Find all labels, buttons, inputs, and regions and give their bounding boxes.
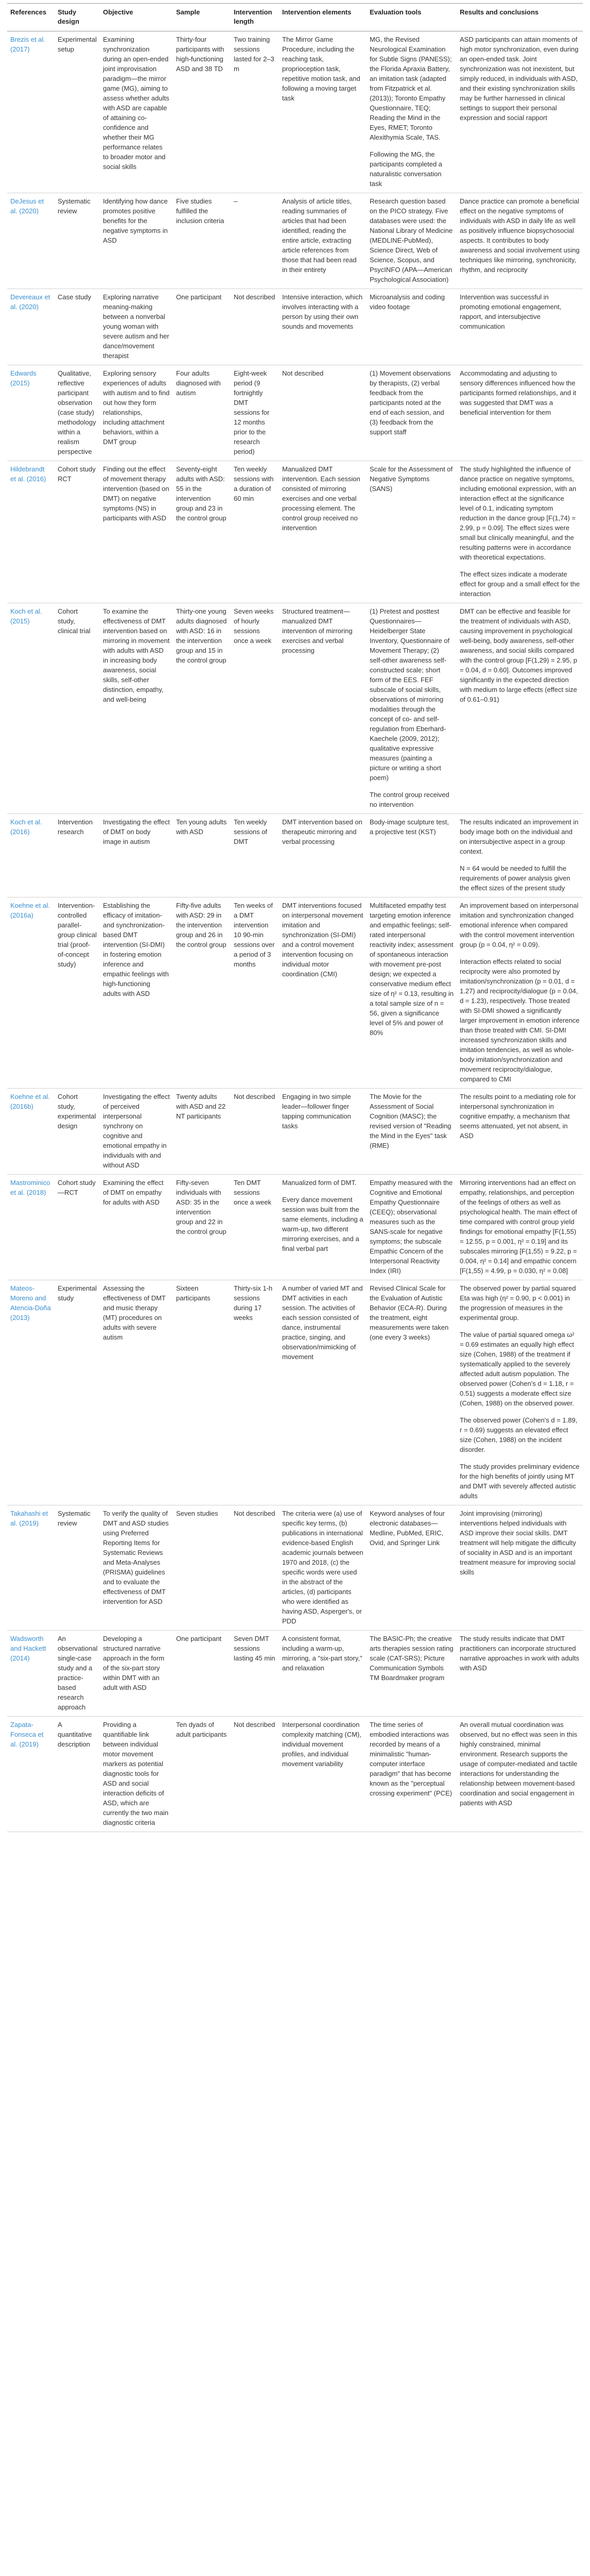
- cell-results-and-conclusions: [457, 193, 583, 289]
- cell-paragraph: The study results indicate that DMT practitioners can incorporate structured narrative approaches in work with adults with ASD: [460, 1635, 579, 1672]
- cell-paragraph: Providing a quantifiable link between individual motor movement markers as potential diagnostic tools for ASD and social interaction deficits of ASD, which are currently the two main diagnostic criteria: [103, 1721, 169, 1826]
- cell-paragraph: The observed power by partial squared Eta was high (η² = 0.90, p < 0.001) in the progression of measures in the experimental group.: [460, 1284, 576, 1321]
- cell-paragraph: Thirty-six 1-h sessions during 17 weeks: [234, 1284, 273, 1321]
- cell-paragraph: Intervention-controlled parallel-group clinical trial (proof-of-concept study): [58, 902, 97, 968]
- cell-paragraph: Cohort study, clinical trial: [58, 607, 91, 635]
- cell-intervention-length: [231, 1280, 279, 1505]
- cell-objective: [100, 365, 173, 461]
- cell-paragraph: Seventy-eight adults with ASD: 55 in the intervention group and 23 in the control group: [176, 465, 227, 522]
- cell-sample: [173, 31, 231, 193]
- table-row: [7, 1717, 583, 1832]
- cell-results-and-conclusions: [457, 289, 583, 365]
- cell-intervention-length: [231, 31, 279, 193]
- cell-intervention-elements: [279, 31, 367, 193]
- table-row: [7, 1280, 583, 1505]
- reference-link[interactable]: Hildebrandt et al. (2016): [10, 465, 46, 483]
- cell-study-design: [55, 1505, 100, 1631]
- reference-link[interactable]: Devereaux et al. (2020): [10, 293, 50, 311]
- cell-paragraph: DMT can be effective and feasible for the treatment of individuals with ASD, causing improvement in psychological well-being, body awareness, self-other awareness, and social skills compared with the control group [F(1,29) = 2.95, p = 0.04, d = 0.60]. Outcomes improved significantly in the expected direction with medium to large effects (effect size of 0.61–0.91): [460, 607, 577, 703]
- cell-evaluation-tools: [367, 1280, 457, 1505]
- cell-results-and-conclusions: [457, 1175, 583, 1280]
- cell-evaluation-tools: [367, 365, 457, 461]
- cell-paragraph: Revised Clinical Scale for the Evaluation of Autistic Behavior (ECA-R). During the treatment, eight measurements were taken (one every 3 weeks): [370, 1284, 449, 1341]
- cell-paragraph: DMT interventions focused on interpersonal movement imitation and synchronization (SI-DMI) and a control movement intervention focusing on individual motor coordination (CMI): [282, 902, 363, 978]
- cell-paragraph: Investigating the effect of perceived interpersonal synchrony on cognitive and emotional empathy in individuals with and without ASD: [103, 1093, 170, 1169]
- cell-study-design: [55, 365, 100, 461]
- header-evaluation-tools: Evaluation tools: [367, 4, 457, 31]
- table-row: [7, 814, 583, 897]
- reference-link[interactable]: Edwards (2015): [10, 369, 37, 387]
- cell-paragraph: N = 64 would be needed to fulfill the requirements of power analysis given the effect sizes of the present study: [460, 865, 570, 892]
- cell-evaluation-tools: [367, 603, 457, 814]
- cell-paragraph: Cohort study RCT: [58, 465, 96, 483]
- reference-link[interactable]: Mateos-Moreno and Atencia-Doña (2013): [10, 1284, 51, 1321]
- cell-paragraph: Intervention research: [58, 818, 93, 836]
- cell-paragraph: Scale for the Assessment of Negative Symptoms (SANS): [370, 465, 453, 493]
- header-objective: Objective: [100, 4, 173, 31]
- cell-evaluation-tools: [367, 1089, 457, 1175]
- cell-sample: [173, 1280, 231, 1505]
- cell-results-and-conclusions: [457, 1631, 583, 1717]
- cell-intervention-length: [231, 1631, 279, 1717]
- cell-intervention-elements: [279, 814, 367, 897]
- cell-paragraph: Exploring sensory experiences of adults with autism and to find out how they form relationships, including attachment behaviors, within a DMT group: [103, 369, 170, 446]
- cell-paragraph: Investigating the effect of DMT on body image in autism: [103, 818, 170, 845]
- cell-study-design: [55, 1175, 100, 1280]
- table-row: [7, 1089, 583, 1175]
- header-study-design: Study design: [55, 4, 100, 31]
- cell-paragraph: Research question based on the PICO strategy. Five databases were used: the National Library of Medicine (MEDLINE-PubMed), Science Direct, Web of Science, Scopus, and PsycINFO (APA—American Psychological Association): [370, 197, 453, 283]
- cell-paragraph: (1) Movement observations by therapists, (2) verbal feedback from the participants noted at the end of each session, and (3) feedback from the support staff: [370, 369, 451, 436]
- reference-link[interactable]: Koch et al. (2016): [10, 818, 42, 836]
- cell-intervention-elements: [279, 365, 367, 461]
- cell-paragraph: Ten DMT sessions once a week: [234, 1179, 271, 1206]
- cell-reference: [7, 814, 55, 897]
- cell-evaluation-tools: [367, 461, 457, 603]
- cell-objective: [100, 289, 173, 365]
- cell-intervention-elements: [279, 289, 367, 365]
- cell-paragraph: The study highlighted the influence of dance practice on negative symptoms, including emotional expression, with an interaction effect at the significance level of 0.1, indicating symptom reduction in the dance group [F(1,74) = 2.99, p = 0.09]. The effect sizes were small but clinically meaningful, and the resulting patterns were in accordance with theoretical expectations.: [460, 465, 577, 561]
- cell-sample: [173, 603, 231, 814]
- cell-paragraph: Manualized form of DMT.: [282, 1179, 357, 1187]
- cell-paragraph: Dance practice can promote a beneficial effect on the negative symptoms of individuals with ASD in daily life as well as positively influence biopsychosocial aspects. It contributes to body awareness and social involvement using techniques like mirroring, synchronicity, rhythm, and reciprocity: [460, 197, 580, 274]
- cell-objective: [100, 1175, 173, 1280]
- cell-objective: [100, 1089, 173, 1175]
- cell-reference: [7, 365, 55, 461]
- table-row: [7, 193, 583, 289]
- cell-intervention-length: [231, 897, 279, 1089]
- cell-paragraph: Sixteen participants: [176, 1284, 211, 1302]
- cell-paragraph: A number of varied MT and DMT activities in each session. The activities of each session consisted of dance, instrumental practice, singing, and observation/mimicking of movement: [282, 1284, 363, 1361]
- cell-paragraph: Ten weeks of a DMT intervention 10 90-min sessions over a period of 3 months: [234, 902, 275, 968]
- cell-paragraph: Two training sessions lasted for 2–3 m: [234, 36, 274, 73]
- cell-evaluation-tools: [367, 31, 457, 193]
- cell-objective: [100, 31, 173, 193]
- cell-reference: [7, 31, 55, 193]
- cell-study-design: [55, 897, 100, 1089]
- cell-paragraph: Not described: [234, 1721, 275, 1728]
- cell-paragraph: Joint improvising (mirroring) interventions helped individuals with ASD improve their social skills. DMT treatment will help mitigate the difficulty of sociality in ASD and is an important treatment measure for improving social skills: [460, 1510, 576, 1576]
- cell-intervention-elements: [279, 897, 367, 1089]
- cell-paragraph: Engaging in two simple leader—follower finger tapping communication tasks: [282, 1093, 351, 1130]
- cell-paragraph: Intensive interaction, which involves interacting with a person by using their own sounds and movements: [282, 293, 363, 330]
- cell-study-design: [55, 461, 100, 603]
- cell-paragraph: Thirty-one young adults diagnosed with ASD: 16 in the intervention group and 15 in the control group: [176, 607, 227, 664]
- cell-results-and-conclusions: [457, 1717, 583, 1832]
- cell-sample: [173, 1505, 231, 1631]
- cell-objective: [100, 1505, 173, 1631]
- cell-paragraph: Experimental setup: [58, 36, 97, 53]
- cell-intervention-length: [231, 1175, 279, 1280]
- cell-paragraph: The time series of embodied interactions was recorded by means of a minimalistic "human-computer interface paradigm" that has become known as the "perceptual crossing experiment" (PCE): [370, 1721, 452, 1797]
- cell-paragraph: To examine the effectiveness of DMT intervention based on mirroring in movement with adults with ASD in increasing body awareness, social skills, self-other distinction, empathy, and well-being: [103, 607, 170, 703]
- cell-paragraph: The effect sizes indicate a moderate effect for group and a small effect for the interaction: [460, 570, 580, 598]
- table-row: [7, 461, 583, 603]
- cell-paragraph: Interpersonal coordination complexity matching (CM), individual movement profiles, and individual movement variability: [282, 1721, 361, 1768]
- cell-objective: [100, 814, 173, 897]
- cell-paragraph: Ten weekly sessions of DMT: [234, 818, 268, 845]
- header-intervention-elements: Intervention elements: [279, 4, 367, 31]
- header-intervention-length: Intervention length: [231, 4, 279, 31]
- cell-evaluation-tools: [367, 897, 457, 1089]
- cell-intervention-elements: [279, 1280, 367, 1505]
- cell-paragraph: DMT intervention based on therapeutic mirroring and verbal processing: [282, 818, 362, 845]
- cell-paragraph: Case study: [58, 293, 92, 301]
- cell-intervention-length: [231, 603, 279, 814]
- cell-paragraph: Ten weekly sessions with a duration of 60 min: [234, 465, 274, 502]
- table-row: [7, 1505, 583, 1631]
- reference-link[interactable]: Koehne et al. (2016b): [10, 1093, 50, 1110]
- cell-paragraph: Systematic review: [58, 197, 91, 215]
- cell-intervention-length: [231, 1717, 279, 1832]
- table-body: [7, 31, 583, 1832]
- cell-intervention-elements: [279, 1175, 367, 1280]
- cell-paragraph: The results point to a mediating role for interpersonal synchronization in cognitive empathy, a mechanism that seems attenuated, yet not absent, in ASD: [460, 1093, 576, 1140]
- table-row: [7, 289, 583, 365]
- cell-paragraph: ASD participants can attain moments of high motor synchronization, even during an open-ended task. Joint synchronization was not inexistent, but simply reduced, in individuals with ASD, and their existing synchronization skills may be further harnessed in clinical settings to support their personal expression and social rapport: [460, 36, 579, 122]
- cell-paragraph: Twenty adults with ASD and 22 NT participants: [176, 1093, 226, 1120]
- cell-evaluation-tools: [367, 193, 457, 289]
- cell-objective: [100, 193, 173, 289]
- cell-paragraph: Multifaceted empathy test targeting emotion inference and empathic feelings; self-rated interpersonal reactivity index; assessment of spontaneous interaction with movement pre-post design; we expected a conservative medium effect size of η² = 0.13, resulting in a total sample size of n = 56, given a significance level of 5% and power of 80%: [370, 902, 454, 1037]
- reference-link[interactable]: Wadsworth and Hackett (2014): [10, 1635, 46, 1662]
- header-row: [7, 4, 583, 31]
- cell-reference: [7, 461, 55, 603]
- cell-paragraph: Examining the effect of DMT on empathy for adults with ASD: [103, 1179, 164, 1206]
- cell-paragraph: Accommodating and adjusting to sensory differences influenced how the participants formed relationships, and it was suggested that DMT was a beneficial intervention for them: [460, 369, 577, 416]
- cell-paragraph: Systematic review: [58, 1510, 91, 1527]
- reference-link[interactable]: DeJesus et al. (2020): [10, 197, 44, 215]
- cell-evaluation-tools: [367, 1175, 457, 1280]
- cell-paragraph: The results indicated an improvement in body image both on the individual and on intersubjective aspect in a group context.: [460, 818, 579, 855]
- cell-paragraph: Not described: [282, 369, 324, 377]
- cell-results-and-conclusions: [457, 461, 583, 603]
- cell-paragraph: Microanalysis and coding video footage: [370, 293, 445, 311]
- cell-paragraph: –: [234, 197, 238, 205]
- cell-results-and-conclusions: [457, 1089, 583, 1175]
- cell-study-design: [55, 1280, 100, 1505]
- cell-paragraph: The BASIC-Ph; the creative arts therapies session rating scale (CAT-SRS); Picture Communication Symbols TM Boardmaker program: [370, 1635, 454, 1682]
- cell-paragraph: Cohort study—RCT: [58, 1179, 96, 1196]
- cell-paragraph: A consistent format, including a warm-up, mirroring, a "six-part story," and relaxation: [282, 1635, 362, 1672]
- cell-paragraph: Examining synchronization during an open-ended joint improvisation paradigm—the mirror game (MG), aiming to assess whether adults with ASD are capable of attaining co-confidence and whether their MG performance relates to broader motor and social skills: [103, 36, 169, 171]
- cell-paragraph: Seven DMT sessions lasting 45 min: [234, 1635, 275, 1662]
- reference-link[interactable]: Koch et al. (2015): [10, 607, 42, 625]
- cell-intervention-elements: [279, 603, 367, 814]
- cell-objective: [100, 603, 173, 814]
- table-row: [7, 365, 583, 461]
- cell-paragraph: Body-image sculpture test, a projective test (KST): [370, 818, 449, 836]
- cell-sample: [173, 897, 231, 1089]
- cell-paragraph: Intervention was successful in promoting emotional engagement, rapport, and intersubjective communication: [460, 293, 562, 330]
- cell-intervention-length: [231, 1505, 279, 1631]
- cell-sample: [173, 461, 231, 603]
- cell-study-design: [55, 193, 100, 289]
- cell-reference: [7, 603, 55, 814]
- cell-paragraph: Empathy measured with the Cognitive and Emotional Empathy Questionnaire (CEEQ); observational measures such as the SANS-scale for negative symptoms; the subscale Empathic Concern of the Interpersonal Reactivity Index (IRI): [370, 1179, 453, 1275]
- cell-paragraph: Thirty-four participants with high-functioning ASD and 38 TD: [176, 36, 224, 73]
- cell-paragraph: To verify the quality of DMT and ASD studies using Preferred Reporting Items for Systematic Reviews and Meta-Analyses (PRISMA) guidelines and to evaluate the effectiveness of DMT intervention for ASD: [103, 1510, 169, 1605]
- cell-study-design: [55, 289, 100, 365]
- cell-paragraph: Structured treatment—manualized DMT intervention of mirroring exercises and verbal processing: [282, 607, 353, 654]
- cell-intervention-elements: [279, 193, 367, 289]
- cell-intervention-elements: [279, 1505, 367, 1631]
- cell-reference: [7, 1717, 55, 1832]
- cell-sample: [173, 1631, 231, 1717]
- cell-paragraph: Manualized DMT intervention. Each session consisted of mirroring exercises and one verbal processing element. The control group received no intervention: [282, 465, 360, 532]
- cell-intervention-elements: [279, 1089, 367, 1175]
- cell-paragraph: Experimental study: [58, 1284, 97, 1302]
- cell-intervention-elements: [279, 1631, 367, 1717]
- cell-paragraph: (1) Pretest and posttest Questionnaires—Heidelberger State Inventory, Questionnaire of Movement Therapy; (2) self-other awareness self-constructed scale; short form of the EES. FEF subscale of social skills, observations of mirroring modalities through the concept of co- and self-regulation from Eberhard-Kaechele (2009, 2012); qualitative expressive measures (painting a picture or writing a short poem): [370, 607, 450, 782]
- cell-reference: [7, 1089, 55, 1175]
- cell-paragraph: Not described: [234, 293, 275, 301]
- cell-paragraph: Cohort study, experimental design: [58, 1093, 96, 1130]
- cell-results-and-conclusions: [457, 897, 583, 1089]
- cell-paragraph: Ten young adults with ASD: [176, 818, 227, 836]
- cell-study-design: [55, 603, 100, 814]
- cell-reference: [7, 289, 55, 365]
- cell-paragraph: Interaction effects related to social reciprocity were also promoted by imitation/synchronization (p = 0.01, d = 1.27) and reciprocity/dialogue (p = 0.04, d = 1.23), respectively. Those treated with SI-DMI showed a significantly larger improvement in emotion inference than those treated with CMI. SI-DMI increased synchronization skills and imitation tendencies, as well as whole-body imitation/synchronization and movement reciprocity/dialogue, compared to CMI: [460, 958, 580, 1083]
- header-sample: Sample: [173, 4, 231, 31]
- cell-reference: [7, 193, 55, 289]
- cell-reference: [7, 1175, 55, 1280]
- cell-paragraph: One participant: [176, 293, 222, 301]
- cell-intervention-length: [231, 461, 279, 603]
- cell-sample: [173, 289, 231, 365]
- cell-reference: [7, 1505, 55, 1631]
- cell-paragraph: Ten dyads of adult participants: [176, 1721, 227, 1738]
- cell-paragraph: The value of partial squared omega ω² = 0.69 estimates an equally high effect size (Cohen, 1988) of the treatment if systematically applied to the severely affected adult autism population. The observed power (Cohen's d = 1.18, r = 0.51) suggests a moderate effect size (Cohen, 1988) on the observed power.: [460, 1331, 575, 1407]
- cell-intervention-elements: [279, 461, 367, 603]
- cell-reference: [7, 1631, 55, 1717]
- cell-paragraph: Not described: [234, 1093, 275, 1100]
- cell-sample: [173, 1089, 231, 1175]
- cell-paragraph: Establishing the efficacy of imitation- and synchronization-based DMT intervention (SI-DMI) in fostering emotion inference and empathic feelings with high-functioning adults with ASD: [103, 902, 169, 997]
- cell-results-and-conclusions: [457, 603, 583, 814]
- table-row: [7, 1631, 583, 1717]
- cell-paragraph: A quantitative description: [58, 1721, 92, 1748]
- cell-study-design: [55, 1089, 100, 1175]
- cell-paragraph: Fifty-seven individuals with ASD: 35 in the intervention group and 22 in the control group: [176, 1179, 227, 1235]
- cell-paragraph: Developing a structured narrative approach in the form of the six-part story within DMT with an adult with ASD: [103, 1635, 165, 1691]
- cell-paragraph: Assessing the effectiveness of DMT and music therapy (MT) procedures on adults with severe autism: [103, 1284, 166, 1341]
- cell-objective: [100, 1717, 173, 1832]
- cell-paragraph: Seven studies: [176, 1510, 218, 1517]
- cell-sample: [173, 1175, 231, 1280]
- cell-intervention-length: [231, 365, 279, 461]
- cell-paragraph: An improvement based on interpersonal imitation and synchronization changed emotional inference when compared with the control movement intervention group (p = 0.04, η² = 0.09).: [460, 902, 579, 948]
- cell-paragraph: An observational single-case study and a practice-based research approach: [58, 1635, 98, 1711]
- cell-objective: [100, 897, 173, 1089]
- cell-paragraph: The observed power (Cohen's d = 1.89, r = 0.69) suggests an elevated effect size (Cohen, 1988) on the incident disorder.: [460, 1416, 578, 1453]
- cell-objective: [100, 461, 173, 603]
- cell-paragraph: The Mirror Game Procedure, including the reaching task, proprioception task, repetitive motion task, and following a moving target task: [282, 36, 360, 102]
- cell-paragraph: The control group received no intervention: [370, 791, 449, 808]
- cell-evaluation-tools: [367, 1505, 457, 1631]
- cell-paragraph: Eight-week period (9 fortnightly DMT sessions for 12 months prior to the research period): [234, 369, 270, 455]
- cell-paragraph: Every dance movement session was built from the same elements, including a warm-up, two different mirroring exercises, and a final verbal part: [282, 1196, 363, 1252]
- cell-evaluation-tools: [367, 289, 457, 365]
- cell-paragraph: MG, the Revised Neurological Examination for Subtle Signs (PANESS); the Florida Apraxia Battery, an imitation task (adapted from Fitzpatrick et al. (2013)); Toronto Empathy Questionnaire, TEQ; Reading the Mind in the Eyes, RMET; Toronto Alexithymia Scale, TAS.: [370, 36, 452, 141]
- cell-paragraph: Keyword analyses of four electronic databases—Medline, PubMed, ERIC, Ovid, and Springer Link: [370, 1510, 445, 1547]
- cell-paragraph: Mirroring interventions had an effect on empathy, relationships, and perception of the feelings of others as well as psychological health. The main effect of time compared with control group yield findings for emotional empathy [F(1,55) = 12.55, p = 0.001, η² = 0.19] and its subscales mirroring [F(1,55) = 9.22, p = 0.004, η² = 0.14] and empathic concern [F(1,55) = 4.99, p = 0.030, η² = 0.08]: [460, 1179, 577, 1275]
- cell-paragraph: Finding out the effect of movement therapy intervention (based on DMT) on negative symptoms (NS) in participants with ASD: [103, 465, 169, 522]
- cell-evaluation-tools: [367, 814, 457, 897]
- cell-intervention-length: [231, 1089, 279, 1175]
- cell-results-and-conclusions: [457, 814, 583, 897]
- cell-paragraph: One participant: [176, 1635, 222, 1642]
- cell-sample: [173, 365, 231, 461]
- cell-sample: [173, 1717, 231, 1832]
- cell-study-design: [55, 1717, 100, 1832]
- cell-reference: [7, 1280, 55, 1505]
- cell-results-and-conclusions: [457, 1505, 583, 1631]
- cell-results-and-conclusions: [457, 1280, 583, 1505]
- cell-study-design: [55, 814, 100, 897]
- cell-paragraph: The criteria were (a) use of specific key terms, (b) publications in international evidence-based English academic journals between 1970 and 2018, (c) the specific words were used in the abstract of the articles, (d) participants who were identified as having ASD, Asperger's, or PDD: [282, 1510, 363, 1625]
- cell-evaluation-tools: [367, 1631, 457, 1717]
- table-row: [7, 31, 583, 193]
- cell-intervention-elements: [279, 1717, 367, 1832]
- cell-paragraph: Not described: [234, 1510, 275, 1517]
- cell-paragraph: An overall mutual coordination was observed, but no effect was seen in this highly constrained, minimal environment. Research supports the usage of computer-mediated and tactile interactions for understanding the relationship between movement-based coordination and social engagement in patients with ASD: [460, 1721, 578, 1807]
- cell-paragraph: The study provides preliminary evidence for the high benefits of jointly using MT and DMT with severely affected autistic adults: [460, 1463, 580, 1500]
- table-row: [7, 603, 583, 814]
- reference-link[interactable]: Takahashi et al. (2019): [10, 1510, 48, 1527]
- cell-paragraph: Following the MG, the participants completed a naturalistic conversation task: [370, 150, 442, 188]
- cell-paragraph: Identifying how dance promotes positive benefits for the negative symptoms in ASD: [103, 197, 168, 244]
- cell-results-and-conclusions: [457, 365, 583, 461]
- reference-link[interactable]: Zapata-Fonseca et al. (2019): [10, 1721, 44, 1748]
- header-results-and-conclusions: Results and conclusions: [457, 4, 583, 31]
- cell-sample: [173, 814, 231, 897]
- table-header: [7, 4, 583, 31]
- table-row: [7, 897, 583, 1089]
- cell-paragraph: Five studies fulfilled the inclusion criteria: [176, 197, 224, 225]
- cell-sample: [173, 193, 231, 289]
- cell-intervention-length: [231, 289, 279, 365]
- cell-reference: [7, 897, 55, 1089]
- reference-link[interactable]: Mastrominico et al. (2018): [10, 1179, 50, 1196]
- cell-intervention-length: [231, 814, 279, 897]
- cell-paragraph: Exploring narrative meaning-making between a nonverbal young woman with severe autism and her dance/movement therapist: [103, 293, 169, 360]
- cell-objective: [100, 1631, 173, 1717]
- table-row: [7, 1175, 583, 1280]
- studies-table: [7, 3, 583, 1832]
- cell-paragraph: Qualitative, reflective participant observation (case study) methodology within a realism perspective: [58, 369, 96, 455]
- cell-paragraph: Analysis of article titles, reading summaries of articles that had been identified, reading the entire article, extracting article references from those that had been read in their entirety: [282, 197, 357, 274]
- cell-results-and-conclusions: [457, 31, 583, 193]
- cell-paragraph: The Movie for the Assessment of Social Cognition (MASC); the revised version of "Reading the Mind in the Eyes" task (RME): [370, 1093, 452, 1149]
- cell-objective: [100, 1280, 173, 1505]
- cell-paragraph: Four adults diagnosed with autism: [176, 369, 221, 397]
- reference-link[interactable]: Brezis et al. (2017): [10, 36, 45, 53]
- reference-link[interactable]: Koehne et al. (2016a): [10, 902, 50, 919]
- cell-paragraph: Seven weeks of hourly sessions once a week: [234, 607, 274, 645]
- header-references: References: [7, 4, 55, 31]
- cell-evaluation-tools: [367, 1717, 457, 1832]
- cell-paragraph: Fifty-five adults with ASD: 29 in the intervention group and 26 in the control group: [176, 902, 227, 948]
- cell-study-design: [55, 1631, 100, 1717]
- cell-intervention-length: [231, 193, 279, 289]
- cell-study-design: [55, 31, 100, 193]
